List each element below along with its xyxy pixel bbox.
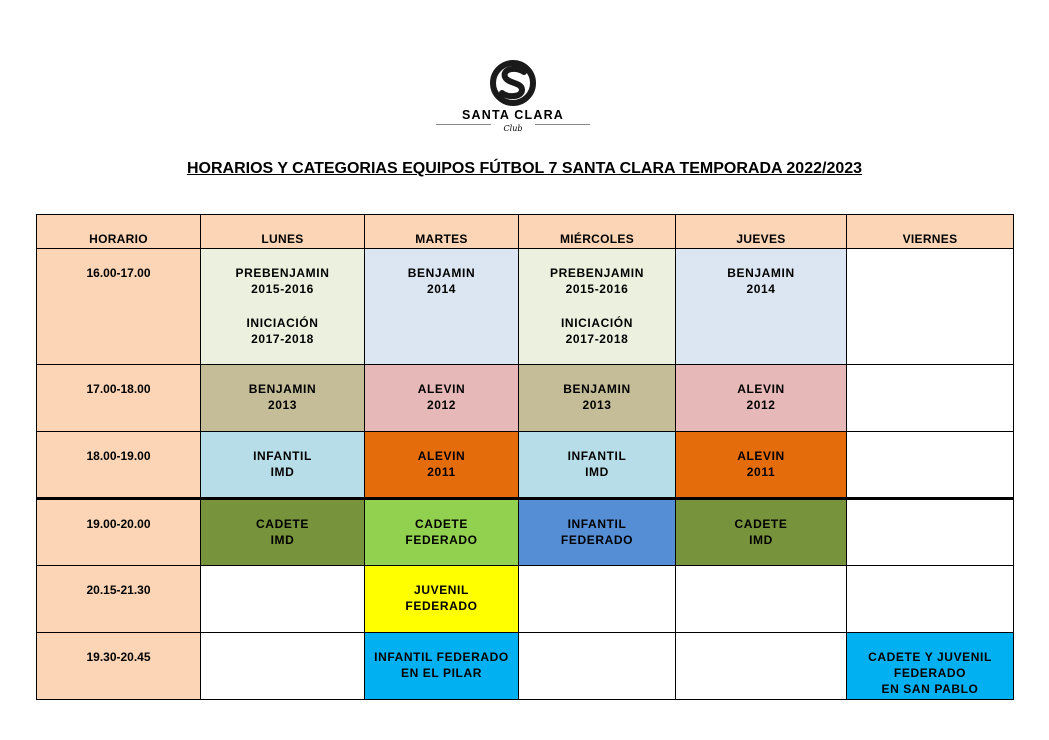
category-line: 2012 [426,398,457,412]
time-slot: 18.00-19.00 [37,432,201,499]
schedule-body [37,215,1014,700]
category-line: EN EL PILAR [400,666,483,680]
category-cell [365,432,519,499]
header-jueves: JUEVES [676,215,847,249]
empty-cell [847,566,1014,633]
category-line: 2017-2018 [565,332,629,346]
category-line: FEDERADO [405,599,478,613]
category-cell [365,365,519,432]
category-line: 2011 [746,465,776,479]
empty-cell [519,566,676,633]
category-line: FEDERADO [893,666,967,680]
category-line: INFANTIL [567,517,627,531]
category-line: FEDERADO [405,533,478,547]
category-cell [201,499,365,566]
category-cell [201,365,365,432]
category-line: CADETE [256,517,309,531]
empty-cell [847,365,1014,432]
category-line: ALEVIN [417,382,466,396]
category-line: EN SAN PABLO [881,682,979,696]
category-cell [201,432,365,499]
category-cell [676,249,847,365]
category-cell [519,432,676,499]
logo-brand-text: SANTA CLARA [461,108,565,122]
category-cell [676,365,847,432]
category-cell [676,432,847,499]
category-line: INFANTIL [253,449,312,463]
category-line: INICIACIÓN [561,316,633,330]
category-line: 2015-2016 [565,282,629,296]
category-cell [519,499,676,566]
category-line: CADETE [415,517,468,531]
category-cell [847,633,1014,700]
logo-sub-text: Club [503,124,523,133]
time-slot: 20.15-21.30 [37,566,201,633]
category-line: 2014 [426,282,457,296]
empty-cell [519,633,676,700]
empty-cell [201,566,365,633]
empty-cell [676,566,847,633]
category-line: ALEVIN [737,449,785,463]
header-row [37,215,1014,249]
category-line: BENJAMIN [727,266,795,280]
category-line: 2012 [746,398,776,412]
time-slot: 19.00-20.00 [37,499,201,566]
category-line: IMD [749,533,773,547]
empty-cell [676,633,847,700]
category-line: IMD [270,465,295,479]
category-line: BENJAMIN [407,266,476,280]
category-line: 2014 [746,282,776,296]
page-title: HORARIOS Y CATEGORIAS EQUIPOS FÚTBOL 7 SANTA CLARA TEMPORADA 2022/2023 [186,160,863,177]
category-line: 2017-2018 [251,332,314,346]
category-line: 2013 [267,398,298,412]
category-line: 2013 [582,398,612,412]
category-line: PREBENJAMIN [235,266,330,280]
category-cell [676,499,847,566]
time-slot: 16.00-17.00 [37,249,201,365]
category-line: INICIACIÓN [246,316,319,330]
schedule-row [37,432,1014,499]
category-line: INFANTIL [567,449,627,463]
time-slot: 19.30-20.45 [37,633,201,700]
empty-cell [847,249,1014,365]
empty-cell [847,499,1014,566]
category-line: PREBENJAMIN [550,266,644,280]
category-cell [365,633,519,700]
category-cell [365,249,519,365]
header-lunes: LUNES [201,215,365,249]
line-gap [201,297,364,315]
schedule-row [37,566,1014,633]
santa-clara-logo [436,60,590,138]
schedule-row [37,633,1014,700]
line-gap [519,297,675,315]
category-cell [519,365,676,432]
category-line: JUVENIL [414,583,469,597]
header-martes: MARTES [365,215,519,249]
category-cell [519,249,676,365]
category-line: INFANTIL FEDERADO [374,650,509,664]
category-line: CADETE Y JUVENIL [868,650,992,664]
category-line: IMD [585,465,609,479]
category-line: 2015-2016 [251,282,314,296]
category-line: FEDERADO [560,533,634,547]
schedule-row [37,499,1014,566]
time-slot: 17.00-18.00 [37,365,201,432]
header-viernes: VIERNES [847,215,1014,249]
category-line: CADETE [734,517,788,531]
schedule-row [37,365,1014,432]
header-horario: HORARIO [37,215,201,249]
category-line: IMD [270,533,295,547]
category-cell [201,249,365,365]
category-line: ALEVIN [737,382,785,396]
category-line: BENJAMIN [248,382,317,396]
schedule-table [36,214,1014,700]
category-line: BENJAMIN [563,382,631,396]
empty-cell [847,432,1014,499]
schedule-row [37,249,1014,365]
club-emblem-icon [436,60,590,110]
category-line: ALEVIN [417,449,466,463]
header-mi-rcoles: MIÉRCOLES [519,215,676,249]
category-line: 2011 [427,465,456,479]
category-cell [365,566,519,633]
category-cell [365,499,519,566]
empty-cell [201,633,365,700]
